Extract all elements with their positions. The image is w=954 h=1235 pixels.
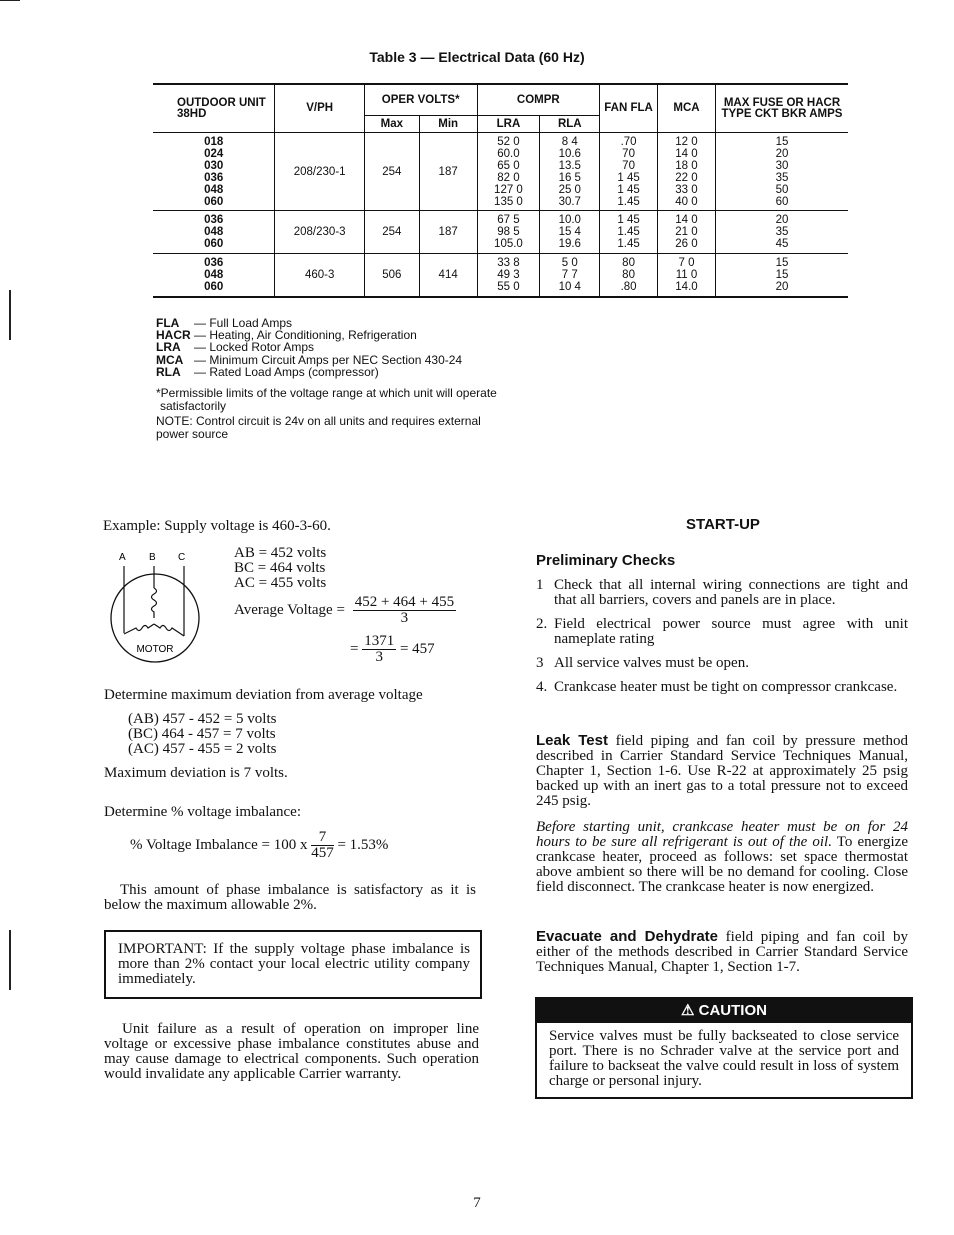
cell-units: 036 048 060 xyxy=(153,254,275,297)
cell-max: 254 xyxy=(364,211,419,254)
max-deviation: Maximum deviation is 7 volts. xyxy=(104,765,288,781)
check-item: 3 All service valves must be open. xyxy=(536,655,749,671)
cell-rla: 10.0 15 4 19.6 xyxy=(540,211,600,254)
check-item: 1 Check that all internal wiring connections are tight and that all barriers, covers and panels are in place. xyxy=(536,577,908,608)
legend-item: FLA — Full Load Amps xyxy=(156,316,293,330)
cell-mca: 12 0 14 0 18 0 22 0 33 0 40 0 xyxy=(658,133,716,211)
imbalance-equation: % Voltage Imbalance = 100 x $\frac{7}{457}$ = 1.53% xyxy=(130,829,389,861)
phase-a-label: A xyxy=(119,552,126,563)
cell-units: 036 048 060 xyxy=(153,211,275,254)
cell-min: 187 xyxy=(419,211,477,254)
legend-item: HACR — Heating, Air Conditioning, Refrigeration xyxy=(156,328,417,343)
header-compr: COMPR xyxy=(477,84,600,116)
cell-max-fuse: 15 15 20 xyxy=(715,254,848,297)
cell-mca: 14 0 21 0 26 0 xyxy=(658,211,716,254)
table-title: Table 3 — Electrical Data (60 Hz) xyxy=(369,49,585,65)
leak-test-paragraph: Leak Test field piping and fan coil by pressure method described in Carrier Standard Service Techniques Manual, Chapter 1, Section 1-6. Use R-22 at approximately 25 psig backed up with an inert gas to a total pressure not to exceed 245 psig. xyxy=(536,732,908,809)
crankcase-paragraph: Before starting unit, crankcase heater must be on for 24 hours to be sure all refrigerant is out of the oil. To energize crankcase heater, proceed as follows: set space thermostat above ambient so there will be no demand for cooling. Close field disconnect. The crankcase heater is now energized. xyxy=(536,819,909,895)
cell-max-fuse: 20 35 45 xyxy=(715,211,848,254)
legend-item: LRA — Locked Rotor Amps xyxy=(156,340,315,355)
deviation-intro: Determine maximum deviation from average voltage xyxy=(104,687,423,703)
header-max: Max xyxy=(364,116,419,133)
imbalance-intro: Determine % voltage imbalance: xyxy=(104,804,301,820)
preliminary-checks-list xyxy=(536,578,908,704)
page-number: 7 xyxy=(473,1195,481,1211)
cell-max-fuse: 15 20 30 35 50 60 xyxy=(715,133,848,211)
cell-fan-fla: 1 45 1.45 1.45 xyxy=(600,211,658,254)
startup-heading: START-UP xyxy=(686,516,760,533)
caution-text: Service valves must be fully backseated to close service port. There is no Schrader valve at the service port and failure to backseat the valve could result in loss of system charge or personal injury. xyxy=(549,1028,899,1089)
cell-lra: 67 5 98 5 105.0 xyxy=(477,211,540,254)
satisfactory-text: This amount of phase imbalance is satisfactory as it is below the maximum allowable 2%. xyxy=(104,882,476,913)
header-min: Min xyxy=(419,116,477,133)
phase-voltages: AB = 452 volts BC = 464 volts AC = 455 volts xyxy=(234,545,327,591)
header-vph: V/PH xyxy=(275,84,364,133)
header-lra: LRA xyxy=(477,116,540,133)
control-note: NOTE: Control circuit is 24v on all units and requires external power source xyxy=(156,414,481,441)
scan-mark xyxy=(9,290,11,340)
example-intro: Example: Supply voltage is 460-3-60. xyxy=(103,518,331,534)
cell-units: 018 024 030 036 048 060 xyxy=(153,133,275,211)
cell-min: 414 xyxy=(419,254,477,297)
phase-c-label: C xyxy=(178,552,186,563)
cell-mca: 7 0 11 0 14.0 xyxy=(658,254,716,297)
legend-item: RLA — Rated Load Amps (compressor) xyxy=(156,364,379,379)
unit-failure-text: Unit failure as a result of operation on improper line voltage or excessive phase imbalance constitutes abuse and may cause damage to electrical components. Such operation would invalidate any applicable Carrier warranty. xyxy=(104,1021,479,1082)
phase-b-label: B xyxy=(149,552,156,563)
cell-max: 254 xyxy=(364,133,419,211)
header-oper-volts: OPER VOLTS* xyxy=(364,84,477,116)
caution-box xyxy=(535,997,913,1099)
check-item: 2. Field electrical power source must agree with unit nameplate rating xyxy=(536,616,908,647)
scan-mark xyxy=(9,930,11,990)
average-result-equation: = $\frac{1371}{3}$ = 457 xyxy=(350,633,435,665)
motor-label: MOTOR xyxy=(136,644,174,655)
cell-max: 506 xyxy=(364,254,419,297)
legend-item: MCA — Minimum Circuit Amps per NEC Section 430-24 xyxy=(156,352,463,367)
header-fan-fla: FAN FLA xyxy=(600,84,658,133)
average-voltage-equation: Average Voltage = $\frac{452 + 464 + 455}{3}$ xyxy=(234,594,455,626)
cell-fan-fla: .70 70 70 1 45 1 45 1.45 xyxy=(600,133,658,211)
caution-heading: ⚠ CAUTION xyxy=(537,999,911,1023)
preliminary-checks-heading: Preliminary Checks xyxy=(536,552,676,569)
deviation-list: (AB) 457 - 452 = 5 volts (BC) 464 - 457 = 7 volts (AC) 457 - 455 = 2 volts xyxy=(128,711,277,757)
cell-fan-fla: 80 80 .80 xyxy=(600,254,658,297)
cell-rla: 5 0 7 7 10 4 xyxy=(540,254,600,297)
scan-mark xyxy=(0,0,20,1)
header-max-fuse: MAX FUSE OR HACR TYPE CKT BKR AMPS xyxy=(715,84,848,133)
evacuate-paragraph: Evacuate and Dehydrate field piping and fan coil by either of the methods described in Carrier Standard Service Techniques Manual, Chapter 1, Section 1-7. xyxy=(536,928,908,975)
footnote: *Permissible limits of the voltage range at which unit will operate satisfactorily xyxy=(156,386,497,413)
cell-vph: 208/230-3 xyxy=(275,211,364,254)
cell-vph: 460-3 xyxy=(275,254,364,297)
check-item: 4. Crankcase heater must be tight on compressor crankcase. xyxy=(536,679,898,695)
table-notes xyxy=(156,387,556,443)
motor-diagram xyxy=(107,548,207,664)
table-legend xyxy=(156,317,462,378)
important-box: IMPORTANT: If the supply voltage phase imbalance is more than 2% contact your local electric utility company immediately. xyxy=(104,930,482,999)
electrical-data-table xyxy=(153,83,848,298)
cell-vph: 208/230-1 xyxy=(275,133,364,211)
cell-lra: 33 8 49 3 55 0 xyxy=(477,254,540,297)
evacuate-heading: Evacuate and Dehydrate xyxy=(536,928,719,945)
header-mca: MCA xyxy=(658,84,716,133)
cell-rla: 8 4 10.6 13.5 16 5 25 0 30.7 xyxy=(540,133,600,211)
header-outdoor-unit: OUTDOOR UNIT 38HD xyxy=(153,84,275,133)
cell-lra: 52 0 60.0 65 0 82 0 127 0 135 0 xyxy=(477,133,540,211)
header-rla: RLA xyxy=(540,116,600,133)
cell-min: 187 xyxy=(419,133,477,211)
leak-test-heading: Leak Test xyxy=(536,732,608,749)
